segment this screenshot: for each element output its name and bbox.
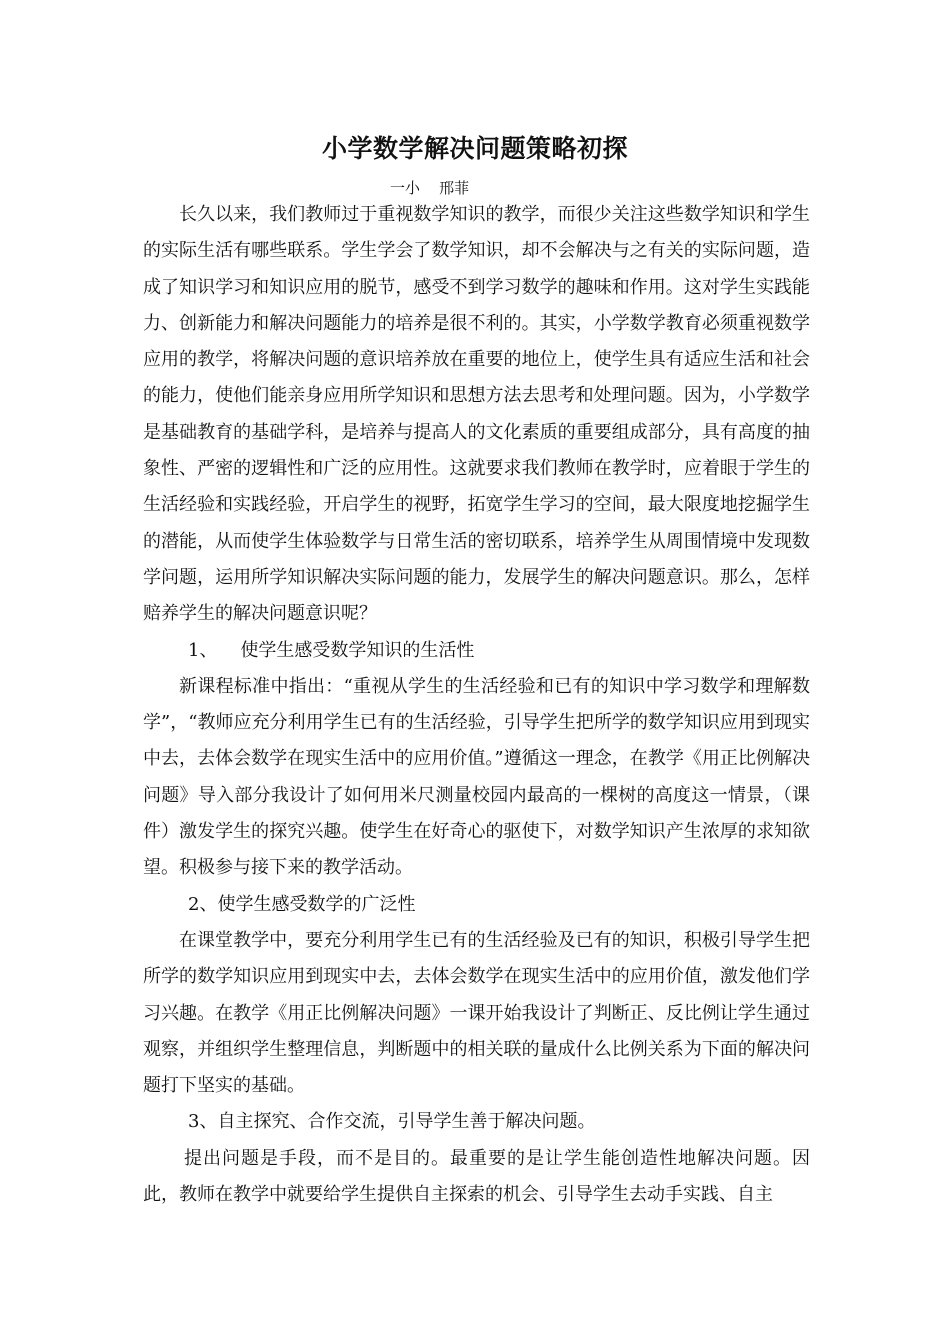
section-heading-1: 1、 使学生感受数学知识的生活性 <box>188 639 475 661</box>
author-byline: 一小 邢菲 <box>390 179 470 197</box>
section-3-paragraph: 提出问题是手段，而不是目的。最重要的是让学生能创造性地解决问题。因此，教师在教学中就要给学生提供自主探索的机会、引导学生去动手实践、自主 <box>143 1147 810 1206</box>
section-heading-3: 3、自主探究、合作交流，引导学生善于解决问题。 <box>188 1111 596 1133</box>
section-1-paragraph: 新课程标准中指出：“重视从学生的生活经验和已有的知识中学习数学和理解数学”，“教师应充分利用学生已有的生活经验，引导学生把所学的数学知识应用到现实中去，去体会数学在现实生活中的应用价值。”遵循这一理念，在教学《用正比例解决问题》导入部分我设计了如何用米尺测量校园内最高的一棵树的高度这一情景，（课件）激发学生的探究兴趣。使学生在好奇心的驱使下，对数学知识产生浓厚的求知欲望。积极参与接下来的教学活动。 <box>143 675 810 879</box>
intro-paragraph: 长久以来，我们教师过于重视数学知识的教学，而很少关注这些数学知识和学生的实际生活有哪些联系。学生学会了数学知识，却不会解决与之有关的实际问题，造成了知识学习和知识应用的脱节，感受不到学习数学的趣味和作用。这对学生实践能力、创新能力和解决问题能力的培养是很不利的。其实，小学数学教育必须重视数学应用的教学，将解决问题的意识培养放在重要的地位上，使学生具有适应生活和社会的能力，使他们能亲身应用所学知识和思想方法去思考和处理问题。因为，小学数学是基础教育的基础学科，是培养与提高人的文化素质的重要组成部分，具有高度的抽象性、严密的逻辑性和广泛的应用性。这就要求我们教师在教学时，应着眼于学生的生活经验和实践经验，开启学生的视野，拓宽学生学习的空间，最大限度地挖掘学生的潜能，从而使学生体验数学与日常生活的密切联系，培养学生从周围情境中发现数学问题，运用所学知识解决实际问题的能力，发展学生的解决问题意识。那么，怎样赔养学生的解决问题意识呢？ <box>143 204 810 625</box>
section-heading-2: 2、使学生感受数学的广泛性 <box>188 893 416 915</box>
section-2-paragraph: 在课堂教学中，要充分利用学生已有的生活经验及已有的知识，积极引导学生把所学的数学知识应用到现实中去，去体会数学在现实生活中的应用价值，激发他们学习兴趣。在教学《用正比例解决问题》一课开始我设计了判断正、反比例让学生通过观察，并组织学生整理信息，判断题中的相关联的量成什么比例关系为下面的解决问题打下坚实的基础。 <box>143 929 810 1097</box>
document-title: 小学数学解决问题策略初探 <box>321 134 628 163</box>
document-body <box>143 197 810 1213</box>
